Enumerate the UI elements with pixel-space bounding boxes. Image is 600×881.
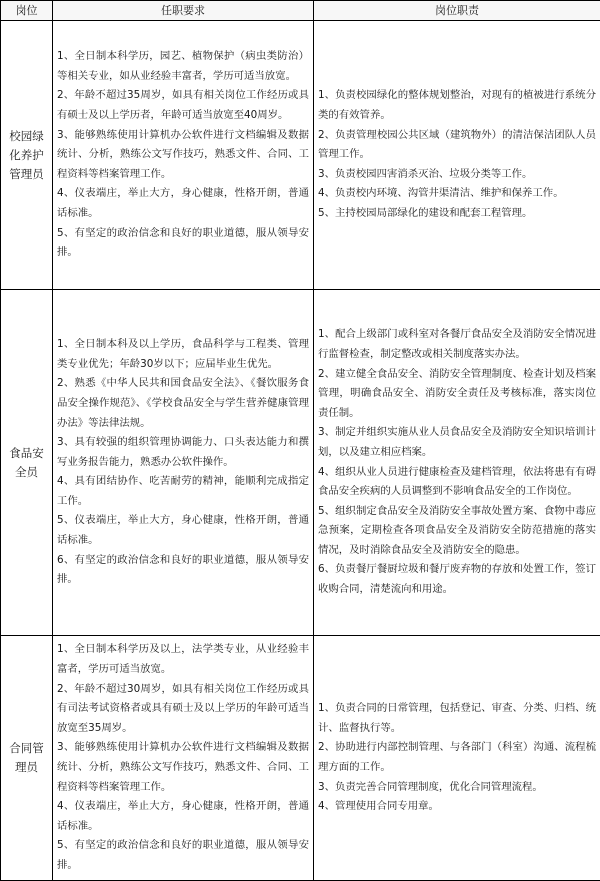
- list-item: 6、有坚定的政治信念和良好的职业道德，服从领导安排。: [57, 551, 309, 590]
- requirements-cell: [53, 636, 314, 881]
- header-row: [1, 1, 600, 21]
- list-item: 2、年龄不超过35周岁，如具有相关岗位工作经历或具有硕士及以上学历者，年龄可适当放宽至40周岁。: [57, 86, 309, 125]
- list-item: 5、组织制定食品安全及消防安全事故处置方案、食物中毒应急预案，定期检查各项食品安全及消防安全防范措施的落实情况，及时消除食品安全及消防安全的隐患。: [318, 502, 596, 561]
- duties-cell: [314, 636, 600, 881]
- position-cell: [1, 21, 53, 290]
- list-item: 2、协助进行内部控制管理、与各部门（科室）沟通、流程梳理方面的工作。: [318, 738, 596, 777]
- position-cell: [1, 290, 53, 636]
- list-item: 1、全日制本科学历及以上，法学类专业，从业经验丰富者，学历可适当放宽。: [57, 640, 309, 679]
- list-item: 4、仪表端庄，举止大方，身心健康，性格开朗，普通话标准。: [57, 184, 309, 223]
- list-item: 3、能够熟练使用计算机办公软件进行文档编辑及数据统计、分析，熟练公文写作技巧，熟悉文件、合同、工程资料等档案管理工作。: [57, 126, 309, 185]
- list-item: 1、负责校园绿化的整体规划整治，对现有的植被进行系统分类的有效管养。: [318, 86, 596, 125]
- list-item: 3、负责完善合同管理制度，优化合同管理流程。: [318, 778, 596, 798]
- list-item: 2、年龄不超过30周岁，如具有相关岗位工作经历或具有司法考试资格者或具有硕士及以上学历的年龄可适当放宽至35周岁。: [57, 680, 309, 739]
- header-duties: 岗位职责: [314, 1, 600, 21]
- list-item: 5、有坚定的政治信念和良好的职业道德，服从领导安排。: [57, 836, 309, 875]
- list-item: 1、全日制本科及以上学历，食品科学与工程类、管理类专业优先；年龄30岁以下；应届毕业生优先。: [57, 335, 309, 374]
- list-item: 5、主持校园局部绿化的建设和配套工程管理。: [318, 204, 596, 224]
- list-item: 4、仪表端庄，举止大方，身心健康，性格开朗，普通话标准。: [57, 797, 309, 836]
- list-item: 2、负责管理校园公共区域（建筑物外）的清洁保洁团队人员管理工作。: [318, 126, 596, 165]
- table-row: [1, 636, 600, 881]
- list-item: 6、负责餐厅餐厨垃圾和餐厅废弃物的存放和处置工作，签订收购合同，清楚流向和用途。: [318, 560, 596, 599]
- list-item: 1、负责合同的日常管理，包括登记、审查、分类、归档、统计、监督执行等。: [318, 699, 596, 738]
- position-cell: [1, 636, 53, 881]
- list-item: 4、管理使用合同专用章。: [318, 797, 596, 817]
- list-item: 5、有坚定的政治信念和良好的职业道德，服从领导安排。: [57, 224, 309, 263]
- list-item: 3、制定并组织实施从业人员食品安全及消防安全知识培训计划，以及建立相应档案。: [318, 423, 596, 462]
- position-name: 校园绿化养护管理员: [7, 127, 47, 184]
- list-item: 3、具有较强的组织管理协调能力、口头表达能力和撰写业务报告能力，熟悉办公软件操作。: [57, 433, 309, 472]
- list-item: 4、具有团结协作、吃苦耐劳的精神，能顺利完成指定工作。: [57, 472, 309, 511]
- header-requirements: 任职要求: [53, 1, 314, 21]
- table-row: [1, 290, 600, 636]
- list-item: 2、熟悉《中华人民共和国食品安全法》、《餐饮服务食品安全操作规范》、《学校食品安全与学生营养健康管理办法》等法律法规。: [57, 374, 309, 433]
- requirements-cell: [53, 290, 314, 636]
- list-item: 2、建立健全食品安全、消防安全管理制度、检查计划及档案管理，明确食品安全、消防安全责任及考核标准，落实岗位责任制。: [318, 365, 596, 424]
- list-item: 4、负责校内环境、沟管井渠清洁、维护和保养工作。: [318, 184, 596, 204]
- table-row: [1, 21, 600, 290]
- list-item: 3、负责校园四害消杀灭治、垃圾分类等工作。: [318, 165, 596, 185]
- list-item: 4、组织从业人员进行健康检查及建档管理，依法将患有有碍食品安全疾病的人员调整到不影响食品安全的工作岗位。: [318, 463, 596, 502]
- list-item: 3、能够熟练使用计算机办公软件进行文档编辑及数据统计、分析，熟练公文写作技巧，熟悉文件、合同、工程资料等档案管理工作。: [57, 738, 309, 797]
- duties-cell: [314, 21, 600, 290]
- requirements-cell: [53, 21, 314, 290]
- header-position: 岗位: [1, 1, 53, 21]
- list-item: 1、配合上级部门或科室对各餐厅食品安全及消防安全情况进行监督检查，制定整改或相关制度落实办法。: [318, 325, 596, 364]
- list-item: 5、仪表端庄，举止大方，身心健康，性格开朗，普通话标准。: [57, 511, 309, 550]
- duties-cell: [314, 290, 600, 636]
- position-name: 合同管理员: [7, 739, 47, 777]
- list-item: 1、全日制本科学历，园艺、植物保护（病虫类防治）等相关专业，如从业经验丰富者，学历可适当放宽。: [57, 47, 309, 86]
- position-name: 食品安全员: [7, 444, 47, 482]
